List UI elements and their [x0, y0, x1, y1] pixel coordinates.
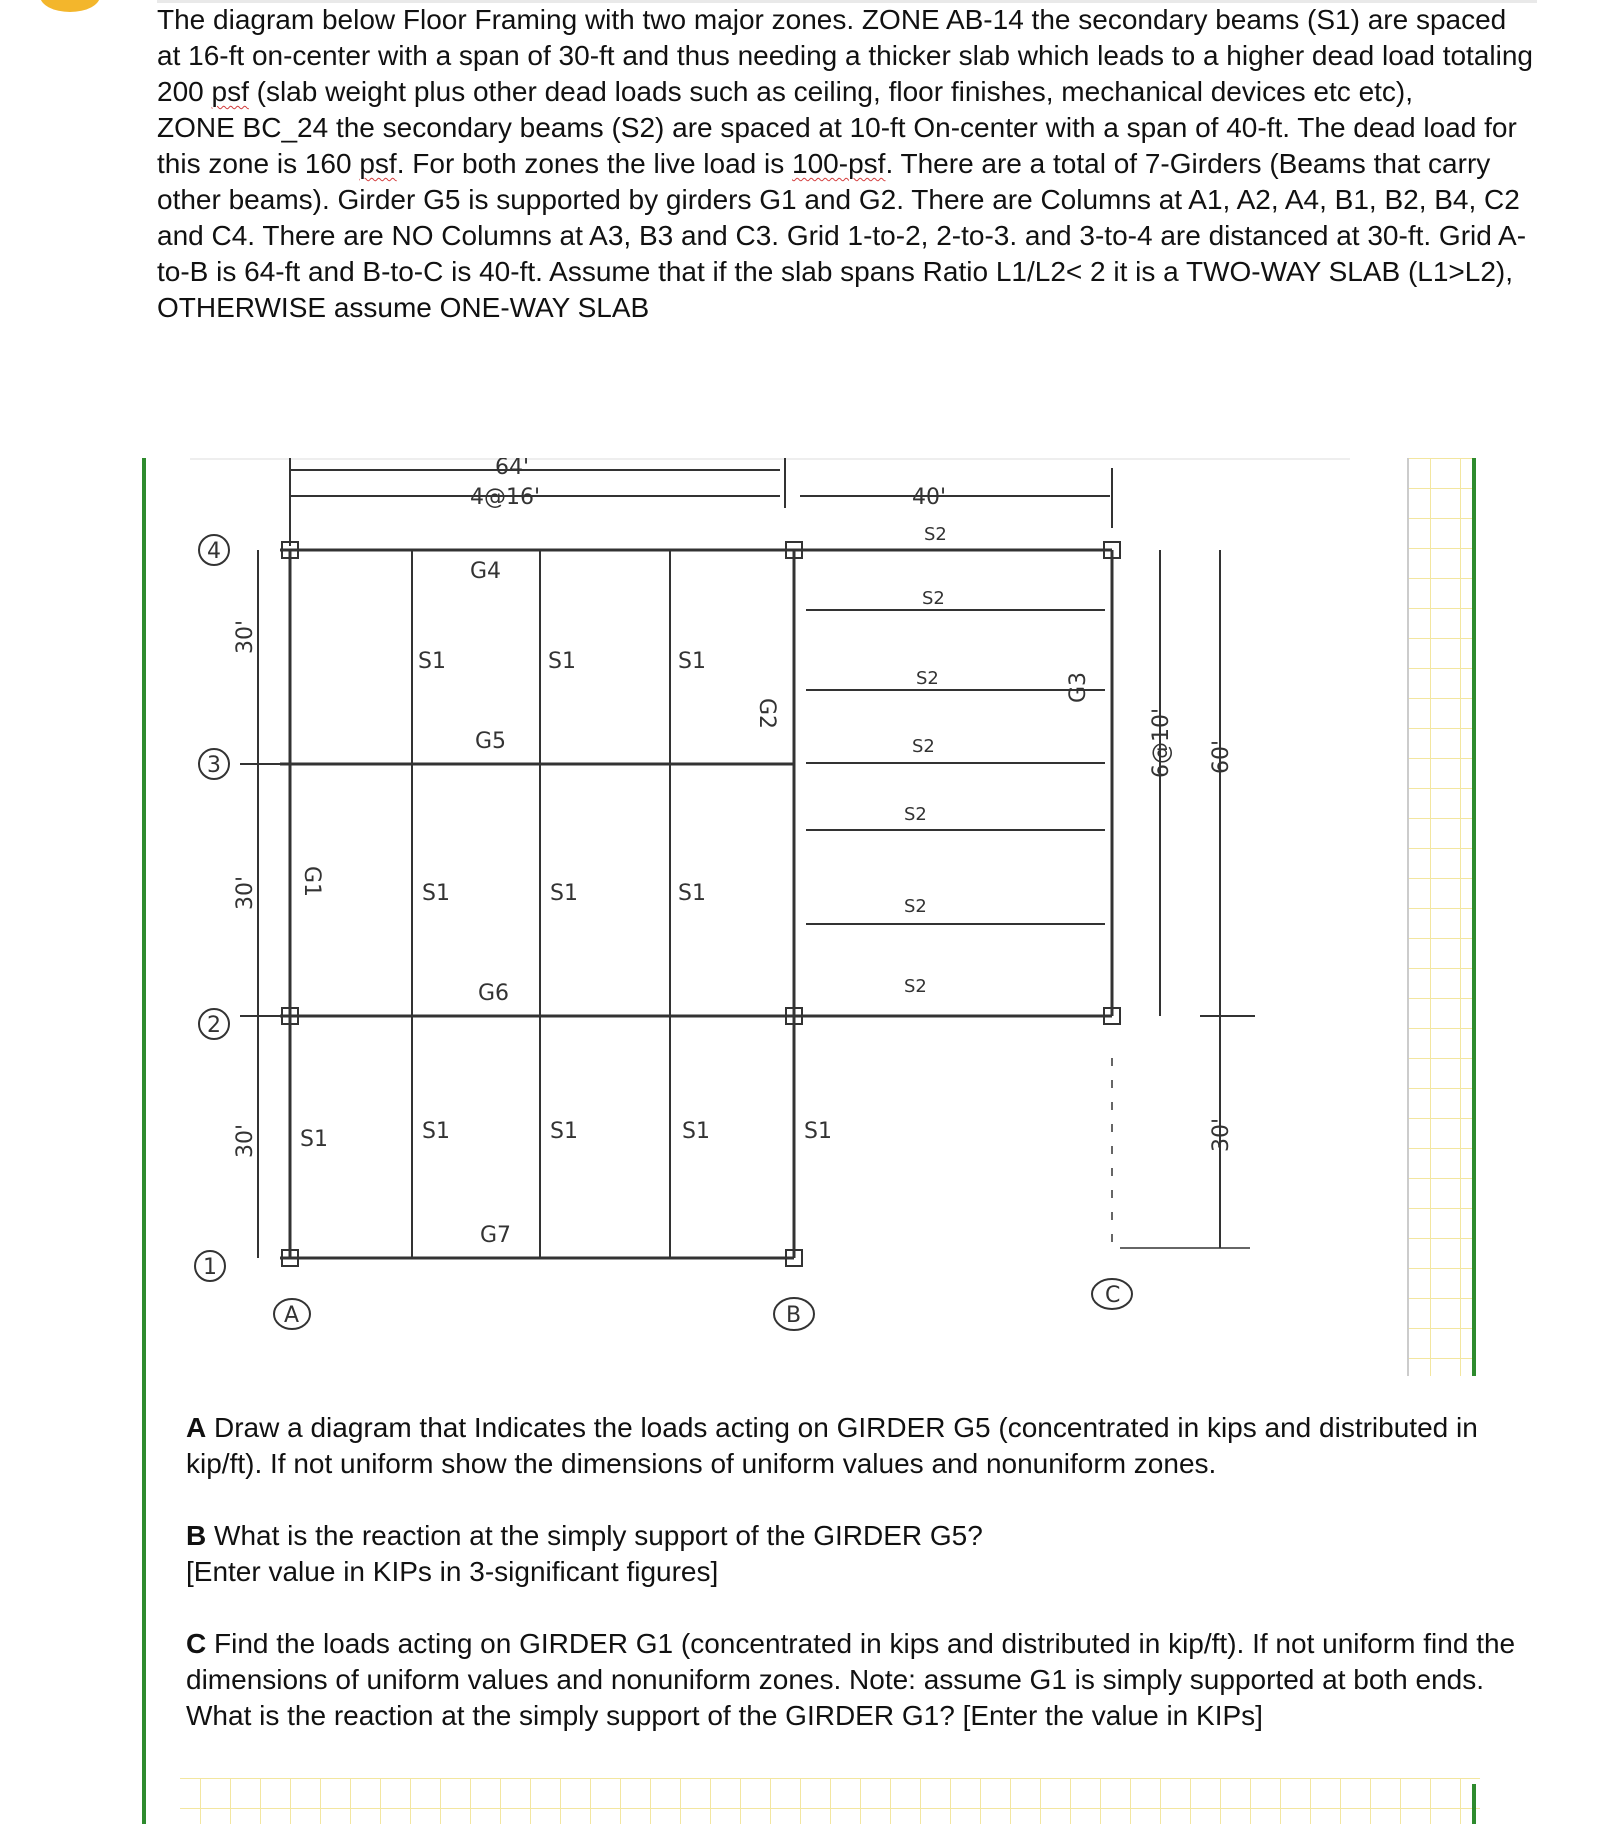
question-a: A Draw a diagram that Indicates the loads acting on GIRDER G5 (concentrated in kips and distributed in kip/ft). If not uniform show the dimensions of uniform values and nonuniform zones.	[186, 1412, 1478, 1479]
g3-label: G3	[1066, 671, 1091, 703]
grid-label-a: A	[284, 1303, 300, 1328]
intro-paragraph-2: ZONE BC_24 the secondary beams (S2) are spaced at 10-ft On-center with a span of 40-ft. The dead load for this zone is 160 psf. For both zones the live load is 100-psf. There are a total of 7-Girders (Beams that carry other beams). Girder G5 is supported by girders G1 and G2. There are Columns at A1, A2, A4, B1, B2, B4, C2 and C4. There are NO Columns at A3, B3 and C3. Grid 1-to-2, 2-to-3. and 3-to-4 are distanced at 30-ft. Grid A-to-B is 64-ft and B-to-C is 40-ft. Assume that if the slab spans Ratio L1/L2< 2 it is a TWO-WAY SLAB (L1>L2), OTHERWISE assume ONE-WAY SLAB	[157, 112, 1527, 323]
dim-4at16-label: 4@16'	[470, 485, 541, 510]
dim-30-middle-label: 30'	[233, 875, 258, 910]
s1-label: S1	[678, 649, 706, 674]
s1-label: S1	[682, 1119, 710, 1144]
s2-label: S2	[924, 524, 947, 545]
s1-label: S1	[300, 1127, 328, 1152]
g1-label: G1	[299, 866, 324, 898]
g6-label: G6	[478, 981, 510, 1006]
dim-64-label: 64'	[495, 458, 530, 480]
s1-label: S1	[550, 1119, 578, 1144]
floor-framing-plan	[140, 458, 1270, 1358]
question-a-letter: A	[186, 1412, 207, 1443]
grid-label-c: C	[1105, 1283, 1121, 1308]
logo-icon	[0, 0, 110, 14]
dim-30-upper-label: 30'	[233, 619, 258, 654]
dim-30-lower-label: 30'	[233, 1123, 258, 1158]
s2-label: S2	[904, 976, 927, 997]
g5-label: G5	[475, 729, 507, 754]
s1-label: S1	[418, 649, 446, 674]
grid-label-3: 3	[207, 753, 221, 778]
s1-label: S1	[422, 1119, 450, 1144]
grid-label-4: 4	[207, 539, 221, 564]
s2-label: S2	[904, 804, 927, 825]
dim-60-label: 60'	[1209, 739, 1234, 774]
dim-6at10-label: 6@10'	[1149, 707, 1174, 778]
s2-label: S2	[916, 668, 939, 689]
s1-label: S1	[678, 881, 706, 906]
g2-label: G2	[754, 698, 779, 730]
question-b-letter: B	[186, 1520, 207, 1551]
question-c-letter: C	[186, 1628, 207, 1659]
grid-label-b: B	[786, 1303, 802, 1328]
g4-label: G4	[470, 559, 502, 584]
s1-label: S1	[422, 881, 450, 906]
spell-underline: psf	[211, 76, 249, 107]
s1-label: S1	[804, 1119, 832, 1144]
g7-label: G7	[480, 1223, 512, 1248]
s2-label: S2	[922, 588, 945, 609]
question-b: B What is the reaction at the simply support of the GIRDER G5? [Enter value in KIPs in 3-significant figures]	[186, 1520, 983, 1587]
s1-label: S1	[550, 881, 578, 906]
dim-30-right-label: 30'	[1209, 1117, 1234, 1152]
intro-paragraph-1: The diagram below Floor Framing with two major zones. ZONE AB-14 the secondary beams (S1) are spaced at 16-ft on-center with a span of 30-ft and thus needing a thicker slab which leads to a higher dead load totaling 200 psf (slab weight plus other dead loads such as ceiling, floor finishes, mechanical devices etc etc),	[157, 4, 1533, 107]
question-list	[186, 1410, 1546, 1770]
spell-underline: psf	[359, 148, 397, 179]
problem-statement	[157, 2, 1537, 326]
grid-label-1: 1	[203, 1255, 217, 1280]
s1-label: S1	[548, 649, 576, 674]
s2-label: S2	[912, 736, 935, 757]
dim-40-label: 40'	[912, 485, 947, 510]
question-c: C Find the loads acting on GIRDER G1 (concentrated in kips and distributed in kip/ft). If not uniform find the dimensions of uniform values and nonuniform zones. Note: assume G1 is simply supported at both ends. What is the reaction at the simply support of the GIRDER G1? [Enter the value in KIPs]	[186, 1628, 1516, 1731]
spell-underline: 100-psf	[792, 148, 886, 179]
s2-label: S2	[904, 896, 927, 917]
grid-label-2: 2	[207, 1013, 221, 1038]
